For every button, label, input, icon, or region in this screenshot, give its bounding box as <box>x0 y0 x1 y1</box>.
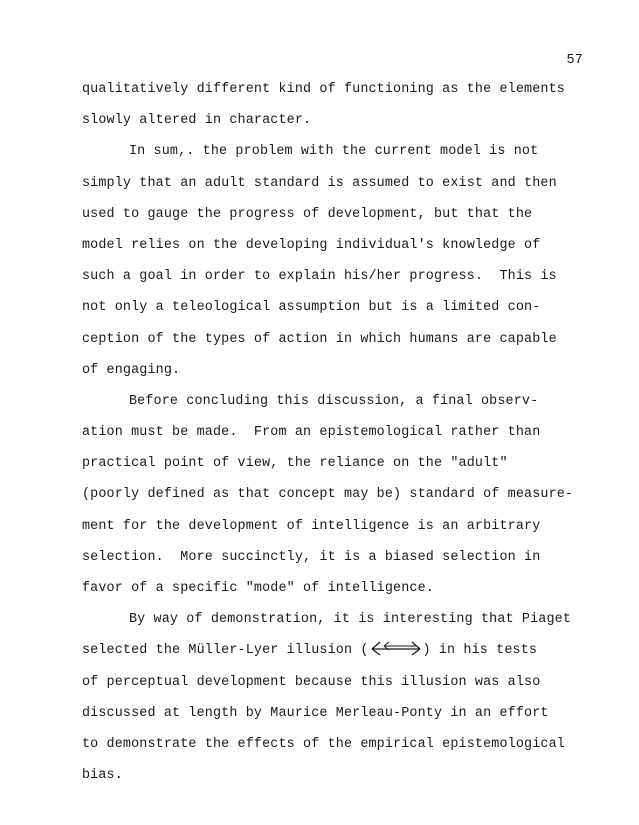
text-line: used to gauge the progress of development, but that the <box>82 206 533 222</box>
illusion-line-before: selected the Müller-Lyer illusion ( <box>82 643 369 659</box>
paragraph-start-line: By way of demonstration, it is interesting that Piaget <box>129 612 572 628</box>
illusion-line-after: ) in his tests <box>422 643 538 659</box>
text-line: discussed at length by Maurice Merleau-Ponty in an effort <box>82 705 549 721</box>
text-line: practical point of view, the reliance on the "adult" <box>82 456 508 472</box>
text-line: ception of the types of action in which humans are capable <box>82 331 557 347</box>
text-line: ation must be made. From an epistemological rather than <box>82 425 541 441</box>
paragraph-start-line: In sum,. the problem with the current model is not <box>129 144 539 160</box>
text-line: ment for the development of intelligence is an arbitrary <box>82 518 541 534</box>
text-line: (poorly defined as that concept may be) standard of measure- <box>82 487 574 503</box>
illusion-line <box>82 635 602 666</box>
text-line: slowly altered in character. <box>82 113 312 129</box>
text-line: to demonstrate the effects of the empirical epistemological <box>82 736 565 752</box>
text-line: simply that an adult standard is assumed to exist and then <box>82 175 557 191</box>
text-line: of engaging. <box>82 362 181 378</box>
text-line: favor of a specific "mode" of intelligence. <box>82 581 434 596</box>
text-line: qualitatively different kind of functioning as the elements <box>82 82 565 97</box>
text-line: selection. More succinctly, it is a biased selection in <box>82 549 541 565</box>
text-line: bias. <box>82 768 123 784</box>
text-line: such a goal in order to explain his/her progress. This is <box>82 269 557 285</box>
text-line: model relies on the developing individual's knowledge of <box>82 237 541 253</box>
text-line: not only a teleological assumption but is a limited con- <box>82 300 541 316</box>
body-text <box>82 74 602 791</box>
text-line: of perceptual development because this illusion was also <box>82 674 541 690</box>
page-number: 57 <box>566 53 583 68</box>
paragraph-start-line: Before concluding this discussion, a final observ- <box>129 393 539 409</box>
muller-lyer-illusion-icon <box>370 640 422 656</box>
